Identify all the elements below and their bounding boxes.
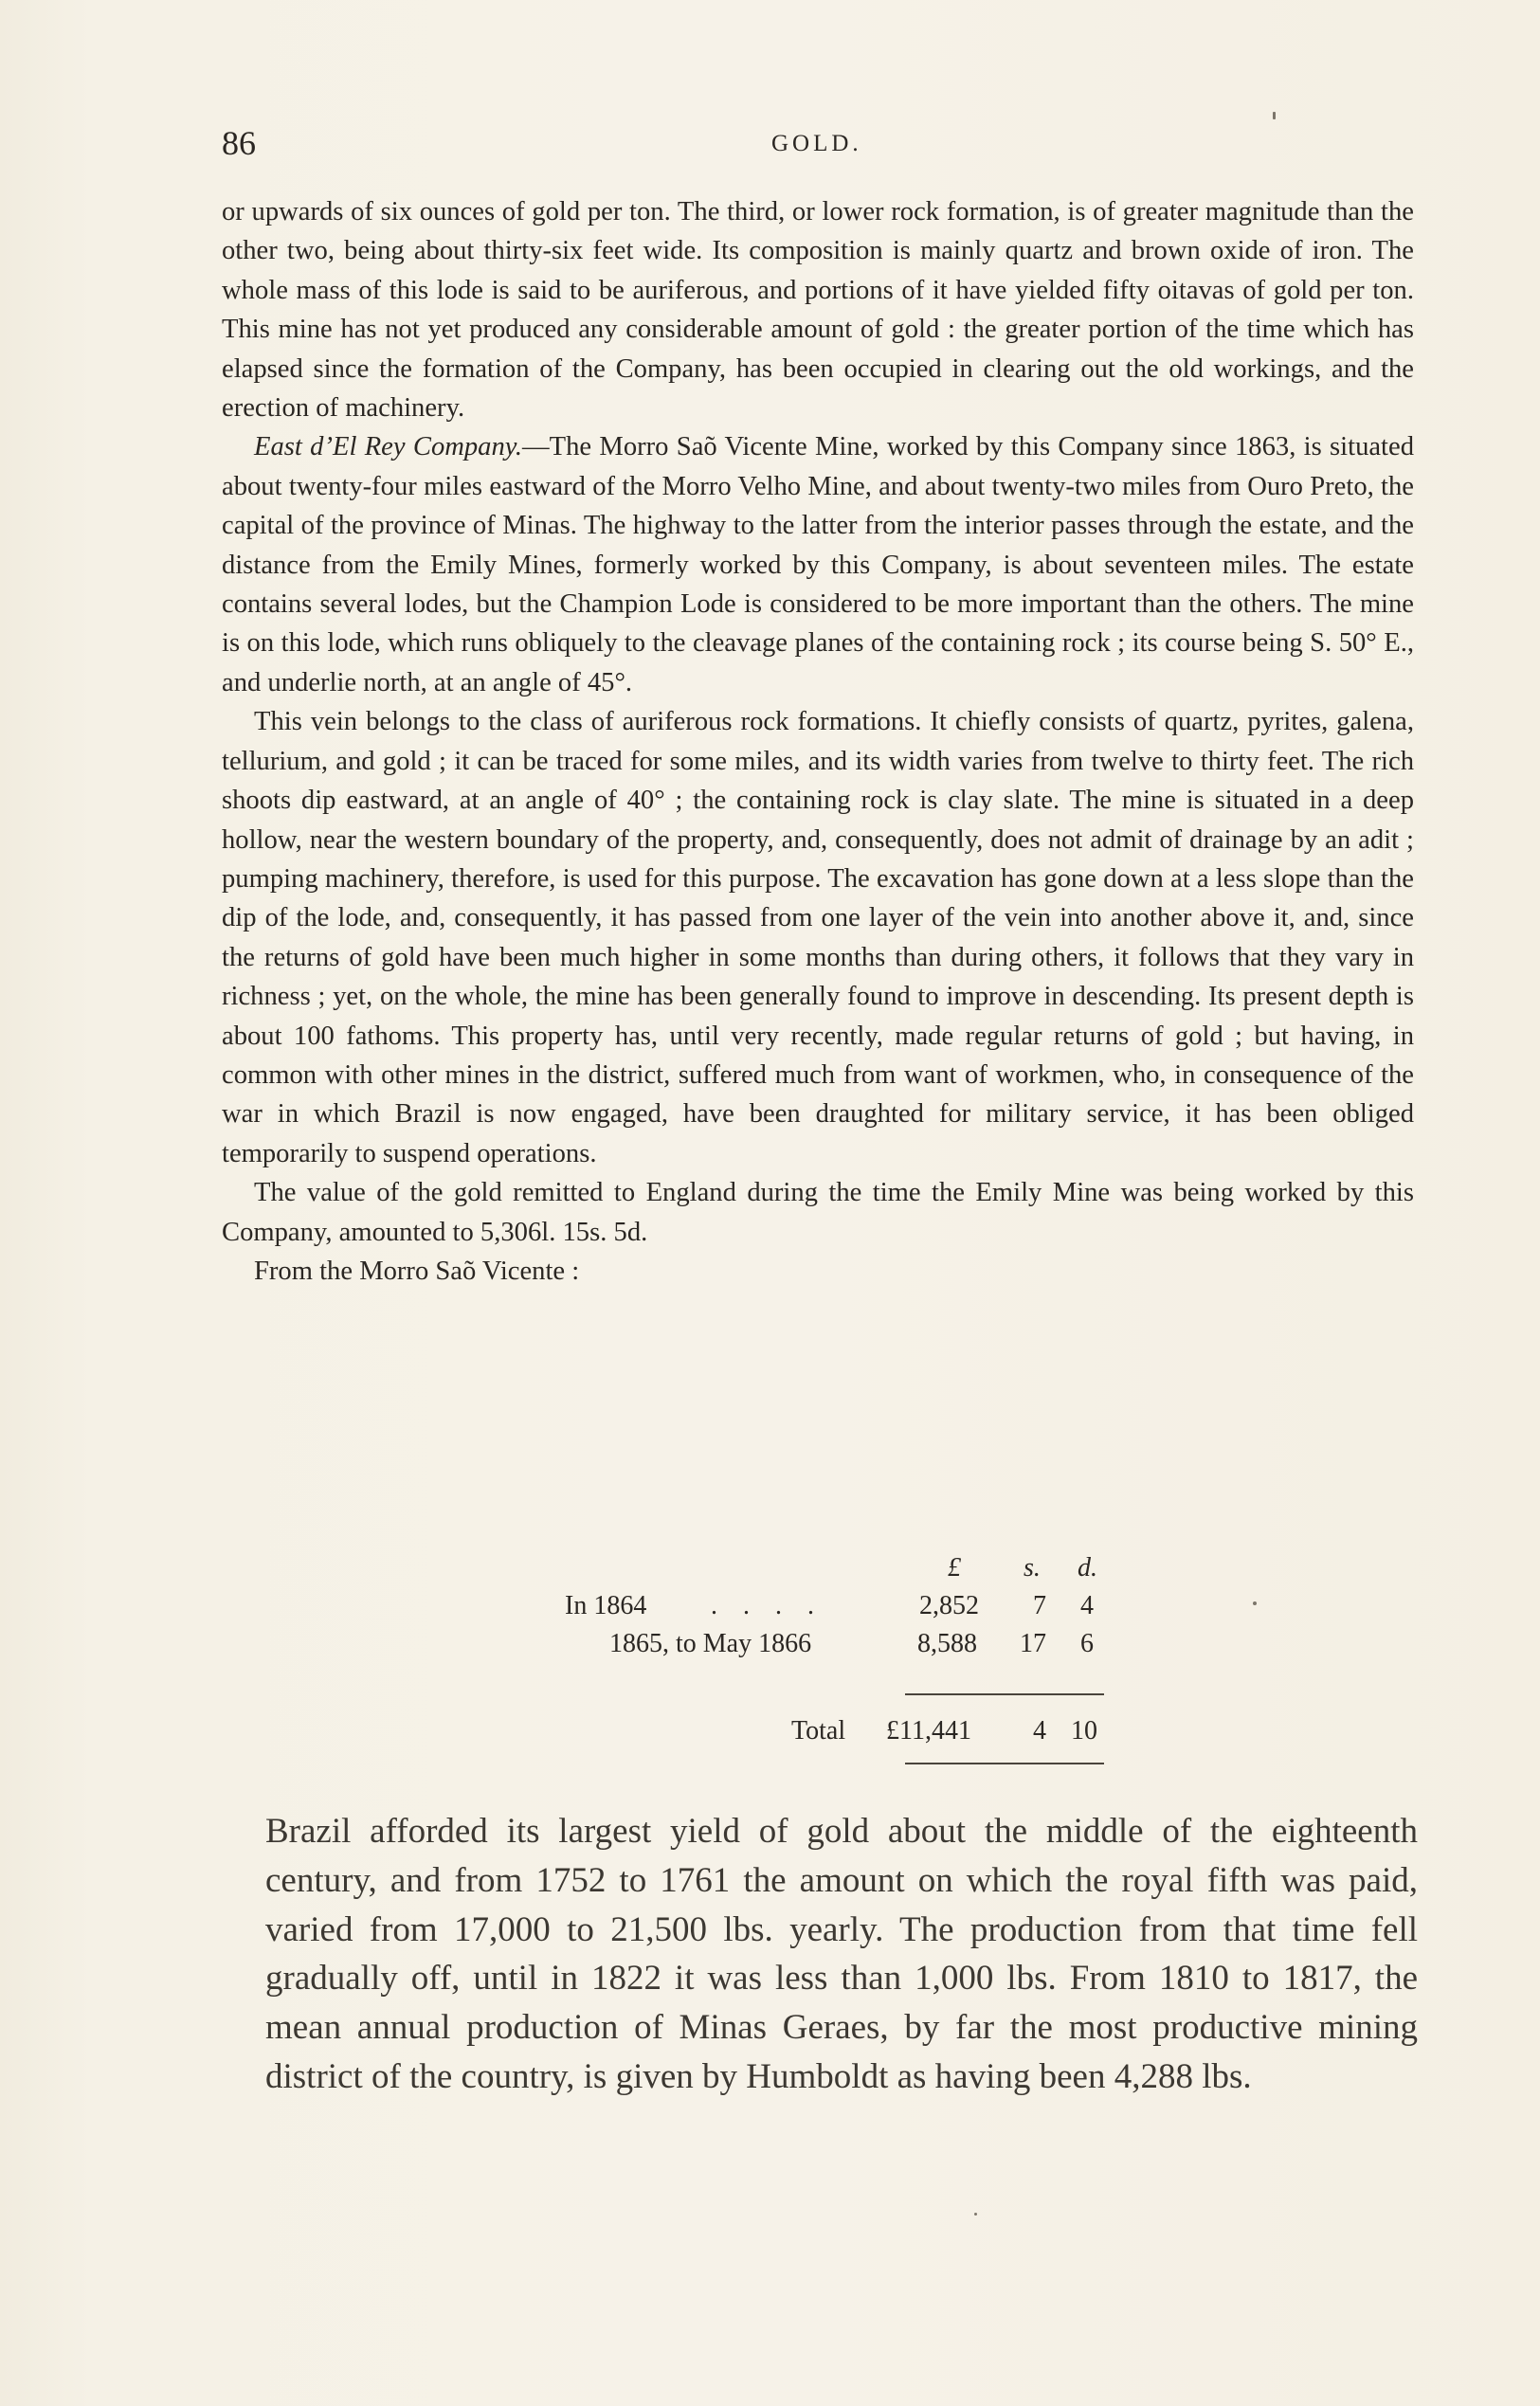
row-pence: 4 <box>1080 1591 1094 1620</box>
paragraph-morro-sao-vicente: From the Morro Saõ Vicente : <box>254 1256 580 1286</box>
paragraph-gold-value: The value of the gold remitted to England during the time the Emily Mine was being worked by this Company, amounted to 5,306l. 15s. 5d. <box>222 1178 1414 1247</box>
page-number: 86 <box>222 124 256 162</box>
gold-returns-table <box>559 1549 1104 1746</box>
row-leader-dots: . . . . <box>711 1591 824 1620</box>
total-label: Total <box>791 1716 846 1746</box>
running-head: GOLD. <box>771 131 862 156</box>
row-label: 1865, to May 1866 <box>609 1629 812 1658</box>
print-speck <box>974 2213 977 2216</box>
total-pounds: £11,441 <box>886 1716 971 1746</box>
paragraph-body: —The Morro Saõ Vicente Mine, worked by this Company since 1863, is situated about twenty-four miles eastward of the Morro Velho Mine, and about twenty-two miles from Ouro Preto, the capital of the province of Minas. The highway to the latter from the interior passes through the estate, and the distance from the Emily Mines, formerly worked by this Company, is about seventeen miles. The estate contains several lodes, but the Champion Lode is considered to be more important than the others. The mine is on this lode, which runs obliquely to the cleavage planes of the containing rock ; its course being S. 50° E., and underlie north, at an angle of 45°. <box>222 432 1414 697</box>
table-total-row <box>559 1712 1104 1750</box>
row-pounds: 8,588 <box>917 1629 977 1658</box>
inserted-paragraph <box>265 1807 1418 2102</box>
print-speck <box>1273 112 1276 119</box>
total-shillings: 4 <box>1033 1716 1046 1746</box>
unit-pounds: £ <box>948 1553 961 1583</box>
row-shillings: 7 <box>1033 1591 1046 1620</box>
paragraph-continuation: or upwards of six ounces of gold per ton. The third, or lower rock formation, is of greater magnitude than the other two, being about thirty-six feet wide. Its composition is mainly quartz and brown oxide of iron. The whole mass of this lode is said to be auriferous, and portions of it have yielded fifty oitavas of gold per ton. This mine has not yet produced any considerable amount of gold : the greater portion of the time which has elapsed since the formation of the Company, has been occupied in clearing out the old workings, and the erection of machinery. <box>222 197 1414 424</box>
total-rule-top <box>905 1693 1104 1695</box>
unit-shillings: s. <box>1024 1553 1041 1583</box>
brazil-yield-paragraph: Brazil afforded its largest yield of gold about the middle of the eighteenth century, and from 1752 to 1761 the amount on which the royal fifth was paid, varied from 17,000 to 21,500 lbs. yearly. The production from that time fell gradually off, until in 1822 it was less than 1,000 lbs. From 1810 to 1817, the mean annual production of Minas Geraes, by far the most productive mining district of the country, is given by Humboldt as having been 4,288 lbs. <box>265 1812 1418 2096</box>
main-text <box>222 192 1414 1291</box>
paragraph-east-del-rey <box>222 427 1414 702</box>
table-row <box>559 1625 1104 1663</box>
total-pence: 10 <box>1071 1716 1097 1746</box>
table-unit-header <box>559 1549 1104 1587</box>
total-rule-bottom <box>905 1763 1104 1764</box>
row-shillings: 17 <box>1020 1629 1046 1658</box>
row-pounds: 2,852 <box>919 1591 979 1620</box>
print-speck <box>1253 1601 1257 1605</box>
unit-pence: d. <box>1078 1553 1097 1583</box>
row-label: In 1864 <box>565 1591 647 1620</box>
page-header <box>222 123 1340 180</box>
paragraph-lead-in: East d’El Rey Company. <box>254 432 523 462</box>
paragraph-vein: This vein belongs to the class of auriferous rock formations. It chiefly consists of quartz, pyrites, galena, tellurium, and gold ; it can be traced for some miles, and its width varies from twelve to thirty feet. The rich shoots dip eastward, at an angle of 40° ; the containing rock is clay slate. The mine is situated in a deep hollow, near the western boundary of the property, and, consequently, does not admit of drainage by an adit ; pumping machinery, therefore, is used for this purpose. The excavation has gone down at a less slope than the dip of the lode, and, consequently, it has passed from one layer of the vein into another above it, and, since the returns of gold have been much higher in some months than during others, it follows that they vary in richness ; yet, on the whole, the mine has been generally found to improve in descending. Its present depth is about 100 fathoms. This property has, until very recently, made regular returns of gold ; but having, in common with other mines in the district, suffered much from want of workmen, who, in consequence of the war in which Brazil is now engaged, have been draughted for military service, it has been obliged temporarily to suspend operations. <box>222 707 1414 1168</box>
row-pence: 6 <box>1080 1629 1094 1658</box>
table-row <box>559 1587 1104 1625</box>
